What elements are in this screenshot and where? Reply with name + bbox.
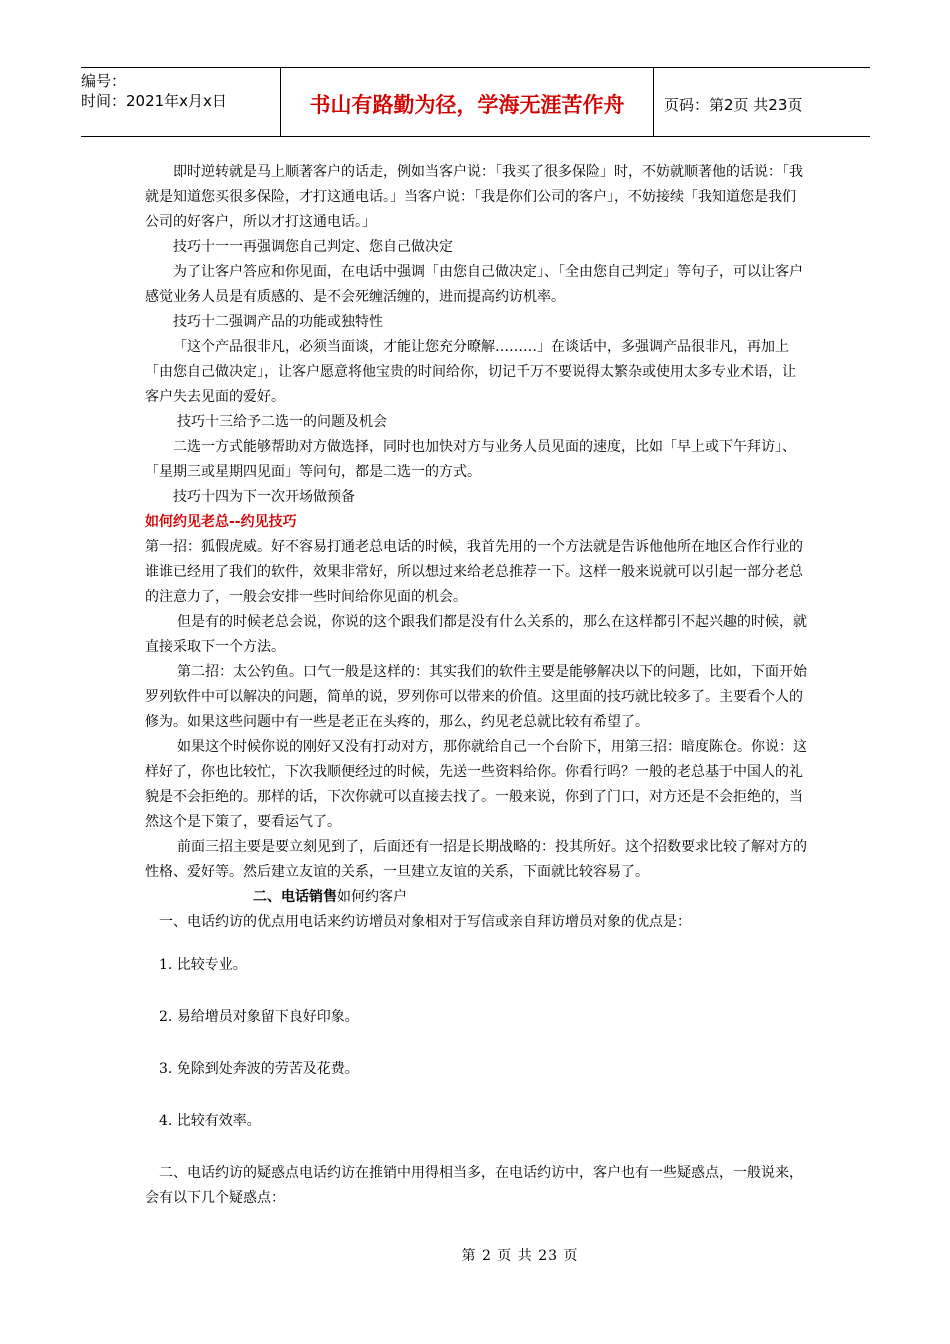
paragraph: 「这个产品很非凡，必须当面谈，才能让您充分暸解………」在谈话中，多强调产品很非凡，再加上「由您自己做决定」，让客户愿意将他宝贵的时间给你，切记千万不要说得太繁杂或使用太多专业术语，让客户失去见面的爱好。 [145,339,796,405]
tip-heading-13: 技巧十三给予二选一的问题及机会 [177,414,387,430]
paragraph: 二、电话约访的疑惑点电话约访在推销中用得相当多，在电话约访中，客户也有一些疑惑点，一般说来，会有以下几个疑惑点： [145,1165,803,1206]
header-table [81,67,870,137]
subsection-heading-bold: 二、电话销售 [253,889,337,905]
subsection-heading [145,885,807,910]
time-label: 时间：2021年x月x日 [81,92,227,110]
list-item: 3. 免除到处奔波的劳苦及花费。 [159,1061,359,1077]
list-item: 1. 比较专业。 [159,957,247,973]
subsection-heading-rest: 如何约客户 [337,889,407,905]
header-motto: 书山有路勤为径，学海无涯苦作舟 [281,68,654,136]
number-label: 编号： [81,72,127,90]
paragraph: 为了让客户答应和你见面，在电话中强调「由您自己做决定」、「全由您自己判定」等句子，可以让客户感觉业务人员是有质感的、是不会死缠活缠的，进而提高约访机率。 [145,264,803,305]
tip-heading-12: 技巧十二强调产品的功能或独特性 [173,314,383,330]
paragraph: 如果这个时候你说的刚好又没有打动对方，那你就给自己一个台阶下，用第三招：暗度陈仓。你说：这样好了，你也比较忙，下次我顺便经过的时候，先送一些资料给你。你看行吗？一般的老总基于中国人的礼貌是不会拒绝的。那样的话，下次你就可以直接去找了。一般来说，你到了门口，对方还是不会拒绝的，当然这个是下策了，要看运气了。 [145,739,807,830]
list-item: 4. 比较有效率。 [159,1113,261,1129]
section-title: 如何约见老总--约见技巧 [145,514,297,530]
document-body [145,160,807,1211]
header-meta-cell [81,68,281,136]
spacer [145,1134,807,1161]
page-footer: 第 2 页 共 23 页 [461,1248,579,1264]
paragraph: 第二招：太公钓鱼。口气一般是这样的：其实我们的软件主要是能够解决以下的问题，比如，下面开始罗列软件中可以解决的问题，简单的说，罗列你可以带来的价值。这里面的技巧就比较多了。主要看个人的修为。如果这些问题中有一些是老正在头疼的，那么，约见老总就比较有希望了。 [145,664,807,730]
paragraph: 但是有的时候老总会说，你说的这个跟我们都是没有什么关系的，那么在这样都引不起兴趣的时候，就直接采取下一个方法。 [145,614,807,655]
tip-heading-14: 技巧十四为下一次开场做预备 [173,489,355,505]
spacer [145,1082,807,1109]
list-item: 2. 易给增员对象留下良好印象。 [159,1009,359,1025]
header-page-info: 页码：第2页 共23页 [664,95,803,114]
spacer [145,978,807,1005]
paragraph: 第一招：狐假虎威。好不容易打通老总电话的时候，我首先用的一个方法就是告诉他他所在地区合作行业的谁谁已经用了我们的软件，效果非常好，所以想过来给老总推荐一下。这样一般来说就可以引起一部分老总的注意力了，一般会安排一些时间给你见面的机会。 [145,539,803,605]
paragraph: 一、电话约访的优点用电话来约访增员对象相对于写信或亲自拜访增员对象的优点是： [159,914,691,930]
paragraph: 前面三招主要是要立刻见到了，后面还有一招是长期战略的：投其所好。这个招数要求比较了解对方的性格、爱好等。然后建立友谊的关系，一旦建立友谊的关系，下面就比较容易了。 [145,839,807,880]
spacer [145,1030,807,1057]
paragraph: 即时逆转就是马上顺著客户的话走，例如当客户说：「我买了很多保险」时，不妨就顺著他的话说：「我就是知道您买很多保险，才打这通电话。」当客户说：「我是你们公司的客户」，不妨接续「我知道您是我们公司的好客户，所以才打这通电话。」 [145,164,803,230]
paragraph: 二选一方式能够帮助对方做选择，同时也加快对方与业务人员见面的速度，比如「早上或下午拜访」、「星期三或星期四见面」等问句，都是二选一的方式。 [145,439,796,480]
spacer [145,935,807,953]
tip-heading-11: 技巧十一一再强调您自己判定、您自己做决定 [173,239,453,255]
